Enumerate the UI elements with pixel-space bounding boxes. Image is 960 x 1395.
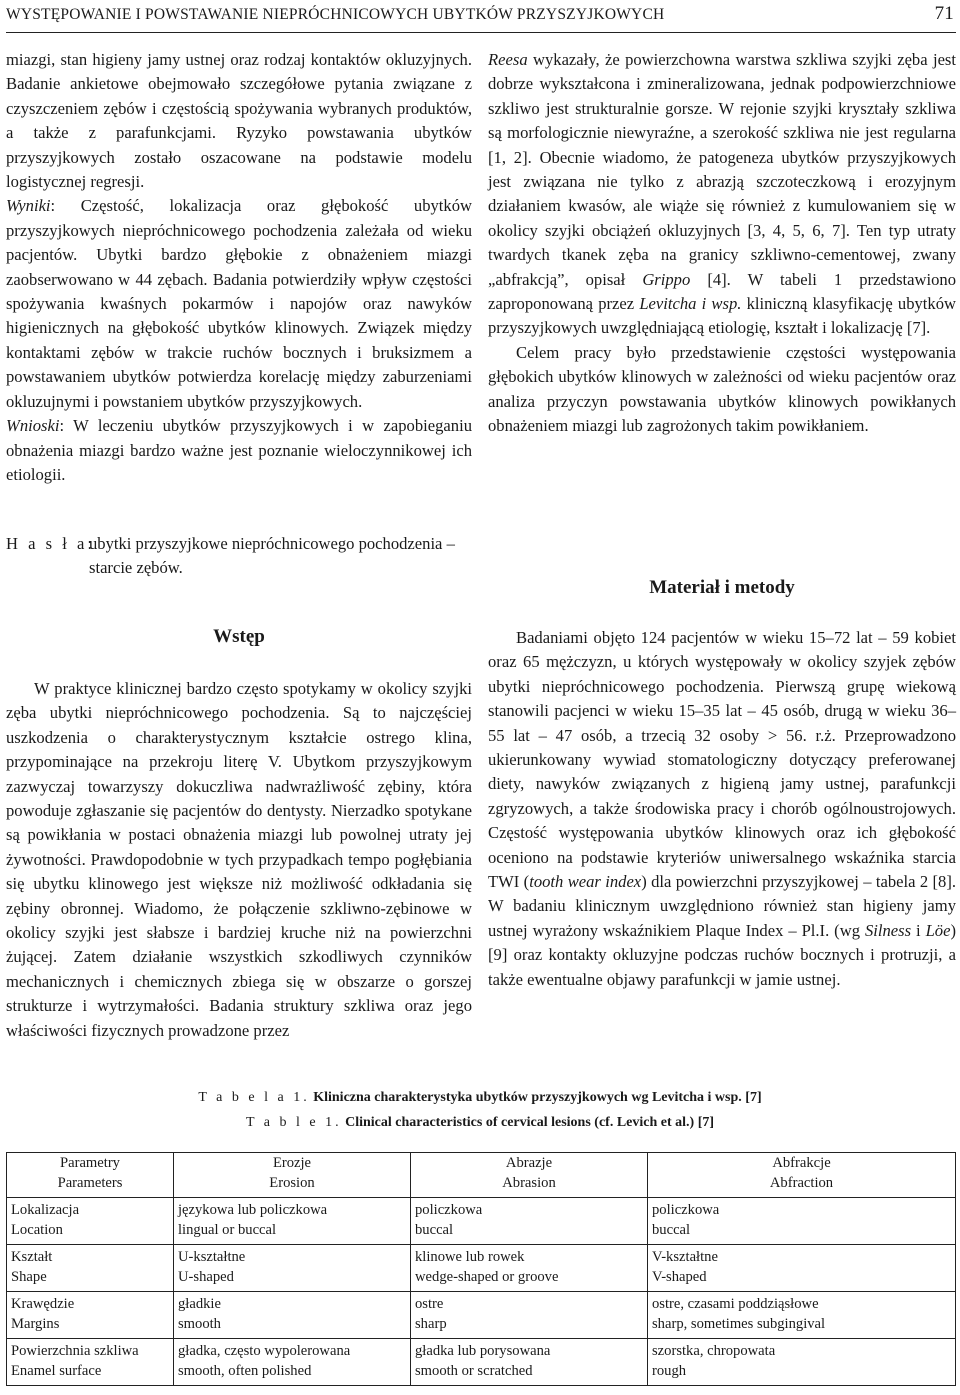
table-row — [7, 1198, 956, 1245]
methods-text-1: Badaniami objęto 124 pacjentów w wieku 15–72 lat – 59 kobiet oraz 65 mężczyzn, u których występowały w okolicy szyjek zębów ubytki niepróchnicowego pochodzenia. Pierwszą grupę wiekową stanowili pacjenci w wieku 15–35 lat – 45 osób, drugą w wieku 36–55 lat – 47 osób, a trzecią 32 osoby > 56. r.ż. Przeprowadzono ukierunkowany wywiad stomatologiczny dotyczący preferowanej diety, nawyków związanych z higieną jamy ustnej, parafunkcji zgryzowych, a także środowiska pracy i chorób ogólnoustrojowych. Częstość występowania ubytków klinowych oraz ich głębokość oceniono na podstawie kryteriów uniwersalnego wskaźnika starcia TWI ( — [488, 628, 956, 892]
header-en: Parameters — [57, 1175, 123, 1191]
cell-en: buccal — [415, 1222, 454, 1238]
intro-text-b: [4]. W tabeli 1 przedstawiono zaproponowaną przez — [488, 269, 956, 314]
table-cell — [648, 1245, 956, 1292]
keywords-text: ubytki przyszyjkowe niepróchnicowego pochodzenia – starcie zębów. — [89, 534, 455, 578]
author-grippo: Grippo — [642, 269, 691, 289]
cell-pl: gładkie — [178, 1296, 221, 1312]
author-reesa: Reesa — [488, 50, 528, 69]
intro-paragraph-part1: W praktyce klinicznej bardzo często spotykamy w okolicy szyjki zęba ubytki niepróchnicowego pochodzenia. Są to najczęściej uszkodzenia o charakterystycznym kształcie ostrego klina, przypominające na przekroju literę V. Ubytkom przyszyjkowym zazwyczaj towarzyszy dokuczliwa nadwrażliwość zębiny, która powoduje zgłaszanie się pacjentów do dentysty. Nierzadko spotykane są powikłania w postaci obnażenia miazgi lub powolnej utraty jej żywotności. Prawdopodobnie w tych przypadkach tempo pogłębiania się ubytku klinowego jest większe niż możliwość odkładania się zębiny obronnej. Wiadomo, że połączenie szkliwno-zębinowe w okolicy szyjki jest słabsze i bardziej kruche niż na powierzchni żującej. Zatem działanie wszystkich szkodliwych czynników mechanicznych i chemicznych zbiega się w obszarze o gorszej strukturze i wytrzymałości. Badania struktury szkliwa oraz jego właściwości fizycznych prowadzone przez — [6, 679, 472, 1040]
table-cell — [174, 1245, 411, 1292]
header-pl: Abfrakcje — [772, 1155, 831, 1171]
keywords-label: H a s ł a: — [6, 534, 95, 553]
intro-text-a: wykazały, że powierzchowna warstwa szkliwa szyjki zęba jest dobrze wykształcona i zmineralizowana, jednak podpowierzchniowe szkliwo jest strukturalnie gorsze. W rejonie szyjki kryształy szkliwa są morfologicznie niewyraźne, a szerokość szkliwa nie jest regularna [1, 2]. Obecnie wiadomo, że patogeneza ubytków przyszyjkowych jest związana nie tylko z abrazją szczoteczkową i erozyjnym działaniem kwasów, ale wiąże się również z kumulowaniem się w okolicy szyjki obciążeń okluzyjnych [3, 4, 5, 6, 7]. Ten typ utraty twardych tkanek zęba na granicy szkliwno-cementowej, zwany „abfrakcją”, opisał — [488, 50, 956, 289]
cell-pl: klinowe lub rowek — [415, 1249, 525, 1265]
running-header — [6, 2, 956, 33]
header-en: Abrasion — [502, 1175, 556, 1191]
cell-en: smooth — [178, 1316, 221, 1332]
methods-text-2: ) dla powierzchni przyszyjkowej – tabela 2 [8]. W badaniu klinicznym uwzględniono również stan higieny jamy ustnej wyrażony wskaźnikiem Plaque Index – Pl.I. (wg — [488, 872, 957, 940]
cell-pl: Powierzchnia szkliwa — [11, 1343, 139, 1359]
table-cell — [174, 1198, 411, 1245]
cell-en: U-shaped — [178, 1269, 234, 1285]
intro-paragraph-part2 — [488, 48, 956, 341]
table-caption-pl-label: T a b e l a 1. — [198, 1090, 310, 1105]
cell-en: Enamel surface — [11, 1363, 102, 1379]
cell-pl: Lokalizacja — [11, 1202, 80, 1218]
cell-pl: policzkowa — [652, 1202, 720, 1218]
table-caption-pl — [0, 1090, 960, 1106]
cell-en: V-shaped — [652, 1269, 707, 1285]
header-pl: Parametry — [60, 1155, 120, 1171]
intro-heading: Wstęp — [213, 626, 265, 647]
author-loe: Löe — [925, 920, 951, 940]
table-header-cell — [7, 1153, 174, 1198]
conclusions-label: Wnioski — [6, 416, 60, 436]
table-cell — [648, 1292, 956, 1339]
aim-paragraph: Celem pracy było przedstawienie częstości występowania głębokich ubytków klinowych w zależności od wieku pacjentów oraz analiza przyczyn powstawania ubytków klinowych powikłanych obnażeniem miazgi lub zagrożonych takim powikłaniem. — [488, 342, 956, 436]
table-cell — [411, 1339, 648, 1386]
cell-en: smooth, often polished — [178, 1363, 312, 1379]
cell-pl: ostre — [415, 1296, 444, 1312]
cell-en: Margins — [11, 1316, 60, 1332]
table-cell — [411, 1292, 648, 1339]
table-cell — [411, 1245, 648, 1292]
keywords — [6, 532, 472, 581]
methods-section — [488, 626, 956, 992]
table-caption-pl-text: Kliniczna charakterystyka ubytków przyszyjkowych wg Levitcha i wsp. [7] — [313, 1090, 762, 1105]
twi-term: tooth wear index — [529, 872, 642, 892]
author-levitcha: Levitcha i wsp. — [639, 294, 742, 314]
table-cell — [648, 1339, 956, 1386]
results-label: Wyniki — [6, 196, 51, 216]
cell-en: smooth or scratched — [415, 1363, 533, 1379]
header-en: Abfraction — [769, 1175, 834, 1191]
table-caption-en — [0, 1115, 960, 1131]
cell-pl: Kształt — [11, 1249, 53, 1265]
author-silness: Silness — [864, 920, 912, 940]
table-caption-en-label: T a b l e 1. — [245, 1115, 342, 1130]
table-cell — [7, 1292, 174, 1339]
table-cell — [648, 1198, 956, 1245]
methods-text-4: ) [9] oraz kontakty okluzyjne podczas ruchów bocznych i protruzji, a także ewentualne objawy parafunkcji w jamie ustnej. — [488, 920, 956, 989]
running-title: WYSTĘPOWANIE I POWSTAWANIE NIEPRÓCHNICOWYCH UBYTKÓW PRZYSZYJKOWYCH — [6, 6, 665, 23]
cell-pl: policzkowa — [415, 1202, 483, 1218]
cell-en: sharp, sometimes subgingival — [652, 1316, 826, 1332]
header-pl: Abrazje — [505, 1155, 553, 1171]
cell-en: buccal — [652, 1222, 691, 1238]
page-number: 71 — [934, 3, 954, 24]
table-row — [7, 1292, 956, 1339]
cell-en: rough — [652, 1363, 687, 1379]
abstract-conclusions — [6, 414, 472, 487]
methods-heading: Materiał i metody — [649, 577, 795, 598]
cell-en: Shape — [11, 1269, 47, 1285]
conclusions-text: : W leczeniu ubytków przyszyjkowych i w zapobieganiu obnażenia miazgi bardzo ważne jest poznanie wieloczynnikowej ich etiologii. — [6, 416, 472, 484]
table-header-cell — [411, 1153, 648, 1198]
table-cell — [411, 1198, 648, 1245]
table-row — [7, 1245, 956, 1292]
methods-text-3: i — [911, 920, 926, 940]
table-cell — [174, 1339, 411, 1386]
cell-pl: ostre, czasami poddziąsłowe — [652, 1296, 819, 1312]
cell-pl: językowa lub policzkowa — [178, 1202, 328, 1218]
table-caption-en-text: Clinical characteristics of cervical lesions (cf. Levich et al.) [7] — [345, 1115, 715, 1130]
header-pl: Erozje — [272, 1155, 312, 1171]
abstract-section — [6, 48, 472, 487]
cell-pl: V-kształtne — [652, 1249, 718, 1265]
cell-pl: gładka, często wypolerowana — [178, 1343, 351, 1359]
methods-paragraph — [488, 626, 956, 992]
table-cell — [174, 1292, 411, 1339]
cell-en: sharp — [415, 1316, 447, 1332]
cell-en: lingual or buccal — [178, 1222, 277, 1238]
table-header-row — [7, 1153, 956, 1198]
cell-pl: Krawędzie — [11, 1296, 75, 1312]
table-cell — [7, 1339, 174, 1386]
table-cell — [7, 1198, 174, 1245]
results-text: : Częstość, lokalizacja oraz głębokość ubytków przyszyjkowych niepróchnicowego pochodzenia zależała od wieku pacjentów. Ubytki bardzo głębokie z obnażeniem miazgi zaobserwowano w 44 zębach. Badania potwierdziły wpływ częstości spożywania kwaśnych pokarmów i napojów oraz nawyków higienicznych na głębokość ubytków klinowych. Związek między kontaktami zębów w trakcie ruchów bocznych i bruksizmem a powstawaniem ubytków potwierdza korelację między zaburzeniami okluzujnymi i powstaniem ubytków przyszyjkowych. — [6, 196, 472, 411]
intro-left-column — [6, 677, 472, 1043]
cell-pl: gładka lub porysowana — [415, 1343, 551, 1359]
cell-en: wedge-shaped or groove — [415, 1269, 559, 1285]
cell-en: Location — [11, 1222, 63, 1238]
intro-text-c: kliniczną klasyfikację ubytków przyszyjkowych uwzględniającą etiologię, kształt i lokalizację [7]. — [488, 294, 956, 338]
lesions-table — [6, 1152, 956, 1386]
abstract-results — [6, 194, 472, 414]
table-cell — [7, 1245, 174, 1292]
intro-right-column — [488, 48, 956, 439]
table-header-cell — [648, 1153, 956, 1198]
table-row — [7, 1339, 956, 1386]
cell-pl: szorstka, chropowata — [652, 1343, 776, 1359]
header-en: Erosion — [269, 1175, 315, 1191]
table-header-cell — [174, 1153, 411, 1198]
cell-pl: U-kształtne — [178, 1249, 246, 1265]
abstract-methods-text: miazgi, stan higieny jamy ustnej oraz rodzaj kontaktów okluzyjnych. Badanie ankietowe obejmowało szczegółowe pytania związane z czyszczeniem zębów i częstością spożywania wybranych produktów, a także z parafunkcjami. Ryzyko powstawania ubytków przyszyjkowych zostało oszacowane na podstawie modelu logistycznej regresji. — [6, 50, 472, 192]
